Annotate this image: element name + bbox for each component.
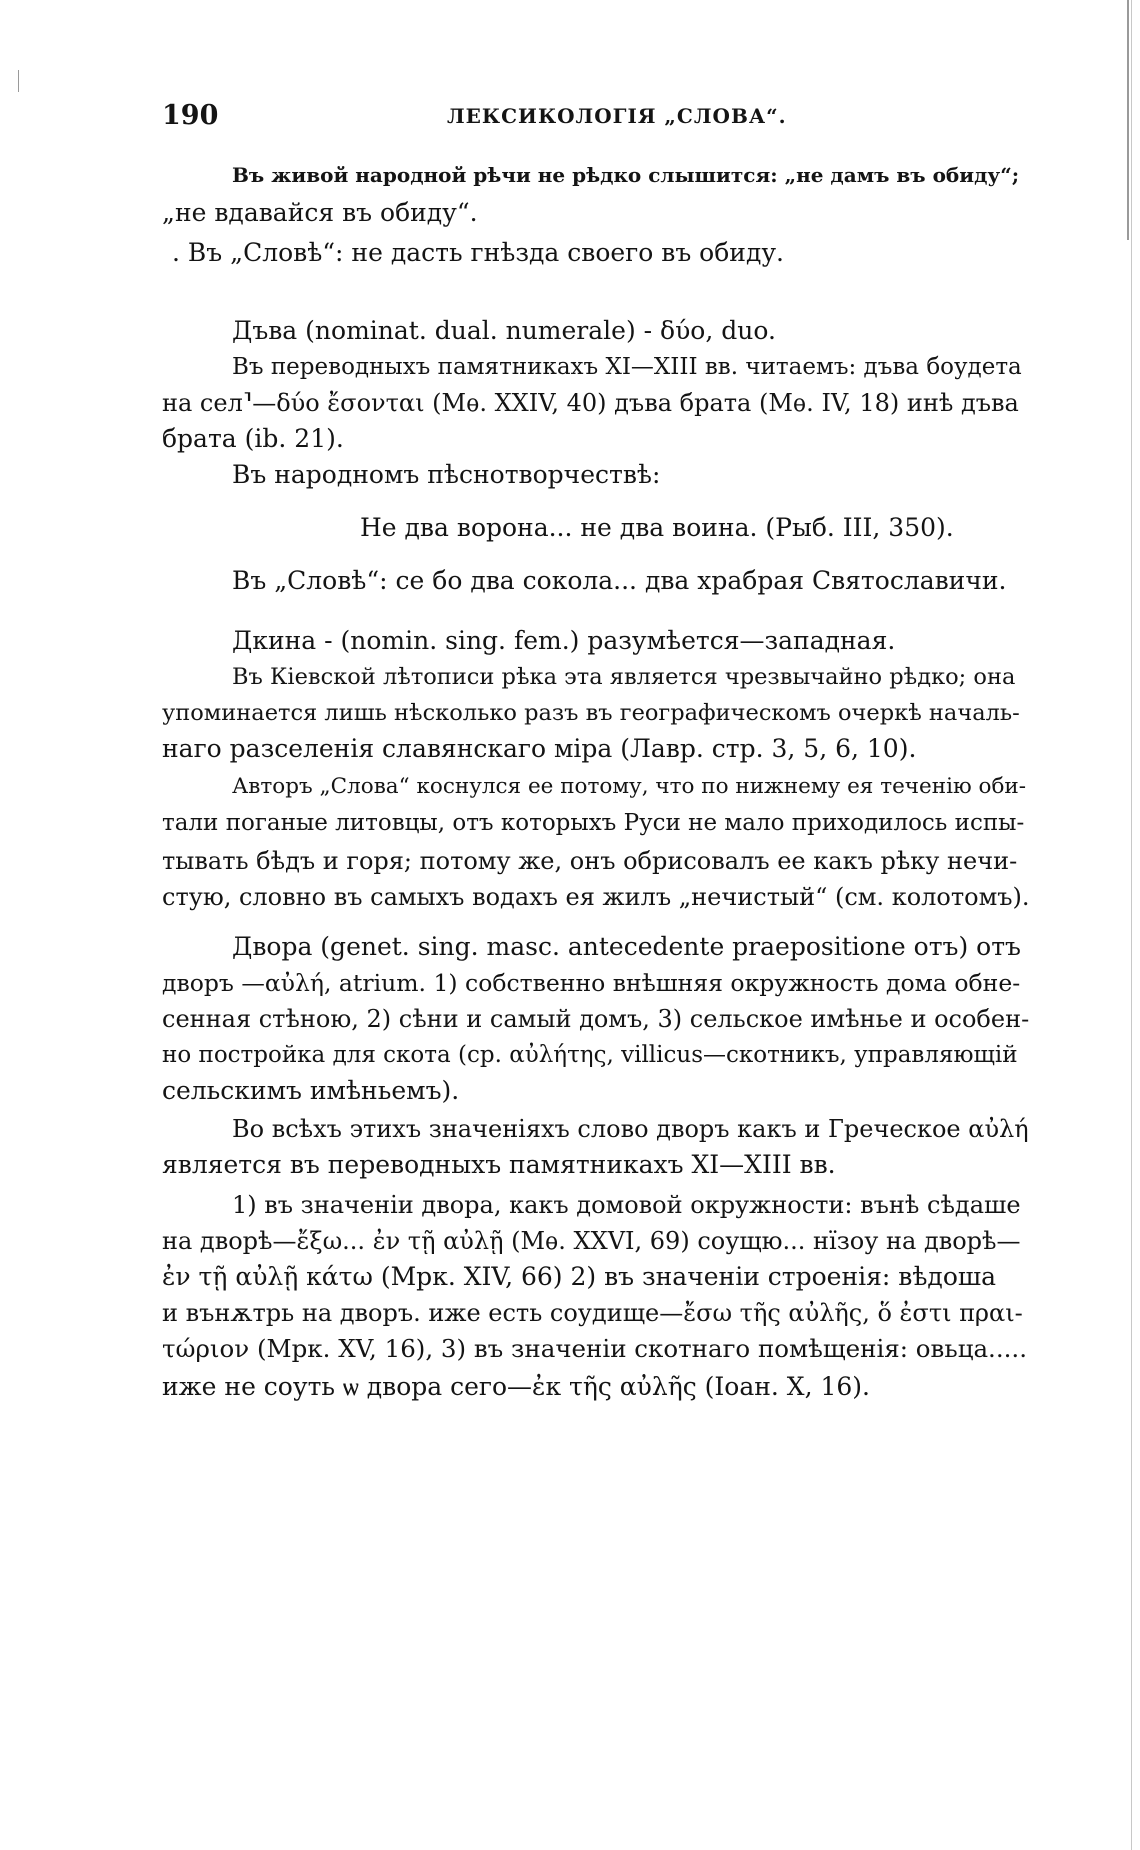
page-number: 190 — [162, 100, 219, 131]
page-edge-line — [18, 70, 19, 92]
text-line: Въ народномъ пѣснотворчествѣ: — [232, 460, 661, 489]
text-line: наго разселенія славянскаго міра (Лавр. стр. 3, 5, 6, 10). — [162, 734, 917, 763]
text-line: Въ Кіевской лѣтописи рѣка эта является чрезвычайно рѣдко; она — [232, 664, 1016, 690]
text-line: тали поганые литовцы, отъ которыхъ Руси не мало приходилось испы- — [162, 810, 1025, 836]
text-line: иже не соуть ѡ двора сего—ἐκ τῆς αὐλῆς (Іоан. X, 16). — [162, 1372, 870, 1401]
running-head: ЛЕКСИКОЛОГIЯ „СЛОВА“. — [447, 104, 787, 128]
text-line: и вънѫтрь на дворъ. иже есть соудище—ἔσω τῆς αὐλῆς, ὅ ἐστι πραι- — [162, 1299, 1023, 1327]
text-line: дворъ —αὐλή, atrium. 1) собственно внѣшняя окружность дома обне- — [162, 969, 1021, 997]
text-line: „не вдавайся въ обиду“. — [162, 198, 478, 227]
verse-quote: Не два ворона... не два воина. (Рыб. III, 350). — [360, 513, 954, 542]
text-line: Въ переводныхъ памятникахъ XI—XIII вв. читаемъ: дъва боудета — [232, 354, 1022, 380]
text-line: стую, словно въ самыхъ водахъ ея жилъ „нечистый“ (см. колотомъ). — [162, 883, 1030, 911]
text-line: на сел⸣—δύο ἔσονται (Мѳ. XXIV, 40) дъва брата (Мѳ. IV, 18) инѣ дъва — [162, 389, 1019, 417]
text-line: упоминается лишь нѣсколько разъ въ географическомъ очеркѣ началь- — [162, 700, 1020, 726]
text-line: тывать бѣдъ и горя; потому же, онъ обрисовалъ ее какъ рѣку нечи- — [162, 847, 1018, 875]
entry-headword-line: Дъва (nominat. dual. numerale) - δύο, duo. — [232, 316, 776, 345]
text-line: Въ „Словѣ“: се бо два сокола... два храбрая Святославичи. — [232, 566, 1007, 595]
text-line: является въ переводныхъ памятникахъ XI—XIII вв. — [162, 1150, 836, 1179]
text-line: 1) въ значеніи двора, какъ домовой окружности: вънѣ сѣдаше — [232, 1191, 1021, 1219]
page-header — [162, 100, 952, 140]
text-line: сельскимъ имѣньемъ). — [162, 1076, 460, 1105]
entry-headword-line: Дкина - (nomin. sing. fem.) разумѣется—западная. — [232, 626, 896, 655]
text-line: брата (ib. 21). — [162, 424, 344, 453]
text-line: τώριον (Мрк. XV, 16), 3) въ значеніи скотнаго помѣщенія: овьца..... — [162, 1334, 1027, 1363]
text-line: Во всѣхъ этихъ значеніяхъ слово дворъ какъ и Греческое αὐλή — [232, 1115, 1029, 1143]
text-line: Авторъ „Слова“ коснулся ее потому, что по нижнему ея теченію оби- — [232, 774, 1026, 799]
text-line: ἐν τῇ αὐλῇ κάτω (Мрк. XIV, 66) 2) въ значеніи строенія: вѣдоша — [162, 1262, 997, 1291]
text-line: . Въ „Словѣ“: не дасть гнѣзда своего въ обиду. — [172, 238, 784, 267]
page-edge-line — [1127, 0, 1129, 240]
text-line: Въ живой народной рѣчи не рѣдко слышится: „не дамъ въ обиду“; — [232, 163, 1020, 187]
page-edge-line — [1131, 0, 1132, 1850]
text-line: на дворѣ—ἔξω... ἐν τῇ αὐλῇ (Мѳ. XXVI, 69) соущю... нїзоу на дворѣ— — [162, 1227, 1021, 1255]
text-line: но постройка для скота (ср. αὐλήτης, villicus—скотникъ, управляющій — [162, 1042, 1018, 1068]
entry-headword-line: Двора (genet. sing. masc. antecedente praepositione отъ) отъ — [232, 932, 1021, 961]
text-line: сенная стѣною, 2) сѣни и самый домъ, 3) сельское имѣнье и особен- — [162, 1005, 1030, 1033]
